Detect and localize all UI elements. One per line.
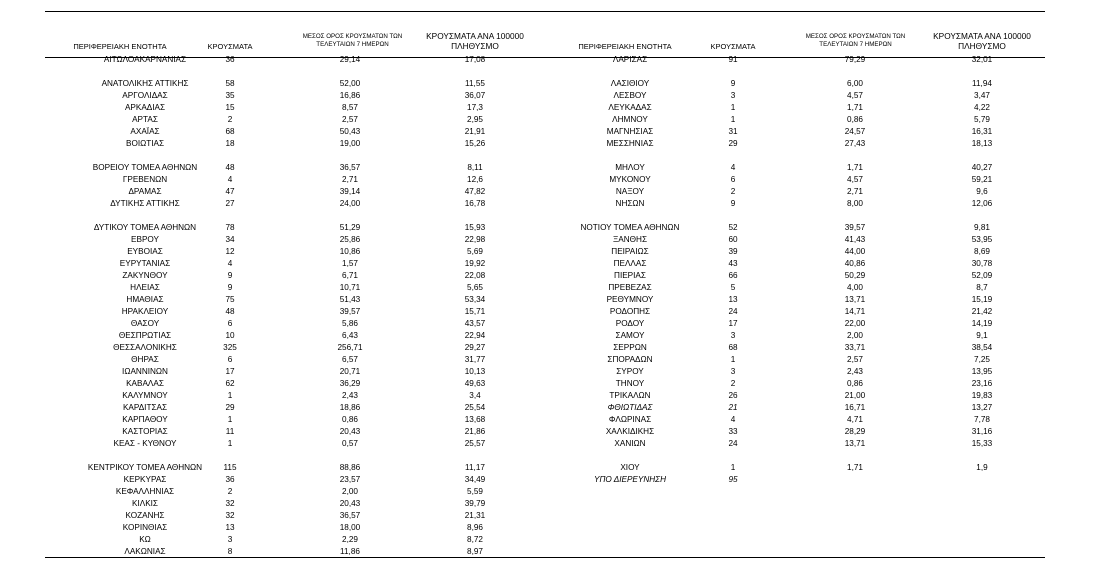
row-cases-cell: 15 [225,102,235,112]
row-per-cell: 49,63 [464,379,486,389]
row-cases-cell: 39 [728,246,738,256]
row-per-cell: 17,3 [467,102,483,112]
row-per-cell: 34,49 [464,475,486,485]
row-avg-cell: 4,00 [847,282,863,292]
row-per-cell: 47,82 [464,186,486,196]
row-avg-cell: 50,43 [339,126,361,136]
row-cases-cell: 32 [225,499,235,509]
row-cases-cell: 1 [227,415,233,425]
row-avg-cell: 27,43 [844,138,866,148]
row-cases-cell: 66 [728,270,738,280]
row-avg-cell: 6,00 [847,78,863,88]
row-name-cell: ΝΗΣΩΝ [615,198,645,208]
header-cases-left: ΚΡΟΥΣΜΑΤΑ [207,42,253,51]
row-per-cell: 17,08 [464,54,486,64]
row-cases-cell: 8 [227,547,233,557]
row-cases-cell: 6 [730,174,736,184]
row-per-cell: 19,83 [971,391,993,401]
header-avg-left-2: ΤΕΛΕΥΤΑΙΩΝ 7 ΗΜΕΡΩΝ [316,41,389,48]
row-avg-cell: 36,29 [339,379,361,389]
row-cases-cell: 4 [227,258,233,268]
row-cases-cell: 325 [223,342,237,352]
row-cases-cell: 2 [227,487,233,497]
row-per-cell: 15,19 [971,294,993,304]
row-per-cell: 31,77 [464,355,486,364]
row-per-cell: 43,57 [464,318,486,328]
row-per-cell: 11,17 [465,463,485,473]
row-per-cell: 12,6 [467,174,483,184]
row-per-cell: 59,21 [971,174,993,184]
row-per-cell: 13,68 [464,415,486,425]
row-name-cell: ΧΑΝΙΩΝ [614,439,646,449]
row-cases-cell: 36 [225,475,235,485]
row-avg-cell: 39,57 [339,306,361,316]
row-avg-cell: 256,71 [337,342,363,352]
row-cases-cell: 78 [225,222,235,232]
top-rule [45,11,1045,12]
row-avg-cell: 16,71 [844,403,866,413]
row-per-cell: 15,26 [464,138,486,148]
row-name-cell: ΚΕΑΣ - ΚΥΘΝΟΥ [113,439,177,449]
row-per-cell: 16,78 [464,198,486,208]
row-name-cell: ΥΠΟ ΔΙΕΡΕΥΝΗΣΗ [594,475,666,485]
row-name-cell: ΚΕΡΚΥΡΑΣ [123,475,167,485]
row-per-cell: 4,22 [974,102,990,112]
row-avg-cell: 24,57 [844,126,866,136]
row-cases-cell: 29 [728,138,738,148]
row-name-cell: ΔΡΑΜΑΣ [128,186,162,196]
row-avg-cell: 2,43 [847,367,863,377]
row-avg-cell: 33,71 [844,342,866,352]
row-cases-cell: 2 [730,379,736,389]
row-cases-cell: 36 [225,54,235,64]
header-region-right: ΠΕΡΙΦΕΡΕΙΑΚΗ ΕΝΟΤΗΤΑ [578,42,672,51]
row-name-cell: ΚΑΛΥΜΝΟΥ [122,391,168,401]
row-avg-cell: 25,86 [339,234,361,244]
row-per-cell: 36,07 [464,90,486,100]
row-avg-cell: 2,57 [847,355,863,364]
row-name-cell: ΣΑΜΟΥ [615,330,645,340]
row-name-cell: ΣΠΟΡΑΔΩΝ [607,355,653,364]
row-cases-cell: 33 [728,427,738,437]
row-per-cell: 38,54 [971,342,993,352]
row-avg-cell: 4,57 [847,174,863,184]
row-avg-cell: 88,86 [339,463,361,473]
row-per-cell: 52,09 [971,270,993,280]
row-cases-cell: 4 [227,174,233,184]
header-region-left: ΠΕΡΙΦΕΡΕΙΑΚΗ ΕΝΟΤΗΤΑ [73,42,167,51]
row-cases-cell: 29 [225,403,235,413]
header-avg-right-1: ΜΕΣΟΣ ΟΡΟΣ ΚΡΟΥΣΜΑΤΩΝ ΤΩΝ [805,33,906,40]
row-name-cell: ΖΑΚΥΝΘΟΥ [122,270,168,280]
row-cases-cell: 24 [728,439,738,449]
row-cases-cell: 4 [730,415,736,425]
row-name-cell: ΠΕΛΛΑΣ [613,258,647,268]
row-avg-cell: 0,86 [847,379,863,389]
row-cases-cell: 3 [730,367,736,377]
row-per-cell: 22,98 [464,234,486,244]
row-name-cell: ΚΟΡΙΝΘΙΑΣ [122,523,168,533]
row-cases-cell: 6 [227,318,233,328]
row-cases-cell: 10 [225,330,235,340]
row-name-cell: ΑΡΓΟΛΙΔΑΣ [122,90,168,100]
row-per-cell: 25,54 [464,403,486,413]
row-avg-cell: 22,00 [844,318,866,328]
header-per-right-2: ΠΛΗΘΥΣΜΟ [958,41,1006,51]
row-per-cell: 39,79 [464,499,486,509]
header-avg-right-2: ΤΕΛΕΥΤΑΙΩΝ 7 ΗΜΕΡΩΝ [819,41,892,48]
row-cases-cell: 26 [728,391,738,401]
row-cases-cell: 48 [225,162,235,172]
row-avg-cell: 14,71 [844,306,866,316]
row-cases-cell: 48 [225,306,235,316]
row-avg-cell: 20,43 [339,499,361,509]
row-name-cell: ΑΧΑΪΑΣ [130,126,160,136]
row-per-cell: 15,93 [464,222,486,232]
row-cases-cell: 47 [225,186,235,196]
row-name-cell: ΠΡΕΒΕΖΑΣ [608,282,652,292]
row-per-cell: 14,19 [971,318,993,328]
row-avg-cell: 36,57 [339,511,361,521]
row-per-cell: 53,34 [464,294,486,304]
row-name-cell: ΚΑΣΤΟΡΙΑΣ [122,427,168,437]
row-per-cell: 7,25 [974,355,990,364]
row-cases-cell: 58 [225,78,235,88]
row-avg-cell: 51,43 [339,294,361,304]
row-avg-cell: 0,57 [342,439,358,449]
row-name-cell: ΑΡΤΑΣ [132,114,158,124]
row-cases-cell: 27 [225,198,235,208]
row-avg-cell: 20,71 [339,367,361,377]
row-avg-cell: 39,57 [844,222,866,232]
row-per-cell: 8,97 [467,547,483,557]
header-per-left-1: ΚΡΟΥΣΜΑΤΑ ΑΝΑ 100000 [426,31,524,41]
row-per-cell: 53,95 [971,234,993,244]
row-name-cell: ΑΙΤΩΛΟΑΚΑΡΝΑΝΙΑΣ [103,54,187,64]
row-avg-cell: 11,86 [340,547,360,557]
row-cases-cell: 62 [225,379,235,389]
row-name-cell: ΧΑΛΚΙΔΙΚΗΣ [605,427,655,437]
row-avg-cell: 10,86 [339,246,361,256]
row-name-cell: ΛΑΚΩΝΙΑΣ [124,547,166,557]
row-name-cell: ΙΩΑΝΝΙΝΩΝ [122,367,168,377]
row-cases-cell: 21 [728,403,738,413]
row-avg-cell: 5,86 [342,318,358,328]
row-per-cell: 13,95 [971,367,993,377]
row-cases-cell: 1 [227,391,233,401]
row-avg-cell: 41,43 [844,234,866,244]
row-cases-cell: 2 [227,114,233,124]
row-cases-cell: 9 [730,78,736,88]
row-cases-cell: 3 [227,535,233,545]
row-cases-cell: 17 [225,367,235,377]
row-avg-cell: 2,43 [342,391,358,401]
row-cases-cell: 3 [730,330,736,340]
row-cases-cell: 18 [225,138,235,148]
row-per-cell: 13,27 [971,403,993,413]
row-cases-cell: 34 [225,234,235,244]
row-cases-cell: 95 [728,475,738,485]
row-avg-cell: 6,57 [342,355,358,364]
row-per-cell: 5,79 [974,114,990,124]
row-per-cell: 3,47 [974,90,990,100]
row-avg-cell: 16,86 [339,90,361,100]
row-name-cell: ΦΛΩΡΙΝΑΣ [608,415,652,425]
row-per-cell: 40,27 [971,162,993,172]
row-avg-cell: 36,57 [339,162,361,172]
row-cases-cell: 52 [728,222,738,232]
row-avg-cell: 6,71 [342,270,358,280]
row-per-cell: 22,08 [464,270,486,280]
row-name-cell: ΡΟΔΟΥ [615,318,645,328]
row-name-cell: ΜΗΛΟΥ [615,162,645,172]
row-cases-cell: 2 [730,186,736,196]
row-name-cell: ΜΕΣΣΗΝΙΑΣ [606,138,654,148]
row-avg-cell: 52,00 [339,78,361,88]
row-name-cell: ΕΒΡΟΥ [131,234,159,244]
row-cases-cell: 1 [730,114,736,124]
row-per-cell: 9,1 [976,330,988,340]
row-avg-cell: 23,57 [339,475,361,485]
row-avg-cell: 44,00 [844,246,866,256]
row-per-cell: 11,55 [465,78,485,88]
row-name-cell: ΚΕΦΑΛΛΗΝΙΑΣ [115,487,175,497]
row-name-cell: ΠΙΕΡΙΑΣ [614,270,646,280]
row-cases-cell: 11 [225,427,235,437]
row-name-cell: ΛΕΣΒΟΥ [613,90,647,100]
row-per-cell: 3,4 [469,391,481,401]
header-cases-right: ΚΡΟΥΣΜΑΤΑ [710,42,756,51]
row-name-cell: ΞΑΝΘΗΣ [612,234,648,244]
row-avg-cell: 19,00 [339,138,361,148]
row-per-cell: 9,6 [976,186,988,196]
row-cases-cell: 115 [223,463,237,473]
row-cases-cell: 13 [225,523,235,533]
row-cases-cell: 68 [225,126,235,136]
row-cases-cell: 60 [728,234,738,244]
row-per-cell: 2,95 [467,114,483,124]
row-avg-cell: 39,14 [339,186,361,196]
row-cases-cell: 24 [728,306,738,316]
row-name-cell: ΧΙΟΥ [620,463,640,473]
row-name-cell: ΚΑΡΔΙΤΣΑΣ [122,403,168,413]
row-name-cell: ΘΕΣΠΡΩΤΙΑΣ [118,330,172,340]
row-avg-cell: 2,00 [847,330,863,340]
row-per-cell: 18,13 [971,138,993,148]
row-per-cell: 16,31 [971,126,993,136]
header-avg-left-1: ΜΕΣΟΣ ΟΡΟΣ ΚΡΟΥΣΜΑΤΩΝ ΤΩΝ [302,33,403,40]
row-per-cell: 19,92 [464,258,486,268]
row-name-cell: ΠΕΙΡΑΙΩΣ [611,246,649,256]
row-name-cell: ΣΕΡΡΩΝ [613,342,647,352]
row-name-cell: ΚΑΒΑΛΑΣ [126,379,164,389]
row-avg-cell: 13,71 [844,439,866,449]
row-avg-cell: 18,86 [339,403,361,413]
row-per-cell: 8,72 [467,535,483,545]
row-name-cell: ΡΕΘΥΜΝΟΥ [606,294,654,304]
row-avg-cell: 2,00 [342,487,358,497]
row-per-cell: 25,57 [464,439,486,449]
row-avg-cell: 1,71 [847,463,863,473]
row-avg-cell: 79,29 [844,54,866,64]
row-name-cell: ΛΕΥΚΑΔΑΣ [608,102,652,112]
row-avg-cell: 1,57 [342,258,358,268]
row-avg-cell: 2,71 [342,174,358,184]
row-per-cell: 22,94 [464,330,486,340]
row-per-cell: 21,91 [464,126,486,136]
row-name-cell: ΔΥΤΙΚΗΣ ΑΤΤΙΚΗΣ [110,198,180,208]
row-cases-cell: 32 [225,511,235,521]
row-per-cell: 12,06 [971,198,993,208]
row-name-cell: ΚΕΝΤΡΙΚΟΥ ΤΟΜΕΑ ΑΘΗΝΩΝ [87,463,203,473]
row-name-cell: ΗΛΕΙΑΣ [130,282,160,292]
row-per-cell: 21,42 [971,306,993,316]
row-cases-cell: 43 [728,258,738,268]
row-per-cell: 15,71 [464,306,486,316]
row-cases-cell: 31 [728,126,738,136]
row-name-cell: ΚΩ [139,535,151,545]
row-cases-cell: 1 [730,102,736,112]
row-cases-cell: 1 [227,439,233,449]
row-name-cell: ΛΑΣΙΘΙΟΥ [610,78,650,88]
row-per-cell: 8,11 [467,162,483,172]
row-name-cell: ΣΥΡΟΥ [616,367,644,377]
row-cases-cell: 4 [730,162,736,172]
row-avg-cell: 28,29 [844,427,866,437]
row-name-cell: ΜΥΚΟΝΟΥ [609,174,651,184]
row-per-cell: 7,78 [974,415,990,425]
row-name-cell: ΜΑΓΝΗΣΙΑΣ [606,126,654,136]
row-cases-cell: 13 [728,294,738,304]
row-cases-cell: 35 [225,90,235,100]
row-per-cell: 32,01 [971,54,993,64]
row-avg-cell: 1,71 [847,162,863,172]
row-per-cell: 23,16 [971,379,993,389]
row-cases-cell: 9 [227,282,233,292]
row-name-cell: ΝΑΞΟΥ [615,186,645,196]
row-cases-cell: 3 [730,90,736,100]
row-name-cell: ΘΕΣΣΑΛΟΝΙΚΗΣ [113,342,177,352]
row-per-cell: 8,96 [467,523,483,533]
row-per-cell: 8,7 [976,282,988,292]
row-cases-cell: 1 [730,463,736,473]
row-avg-cell: 0,86 [847,114,863,124]
row-per-cell: 30,78 [971,258,993,268]
row-avg-cell: 4,57 [847,90,863,100]
row-per-cell: 1,9 [976,463,988,473]
row-name-cell: ΝΟΤΙΟΥ ΤΟΜΕΑ ΑΘΗΝΩΝ [580,222,680,232]
header-per-left-2: ΠΛΗΘΥΣΜΟ [451,41,499,51]
row-per-cell: 8,69 [974,246,990,256]
row-avg-cell: 51,29 [339,222,361,232]
row-cases-cell: 17 [728,318,738,328]
row-avg-cell: 40,86 [844,258,866,268]
row-avg-cell: 2,57 [342,114,358,124]
row-cases-cell: 1 [730,355,736,364]
row-name-cell: ΕΥΡΥΤΑΝΙΑΣ [119,258,171,268]
row-avg-cell: 29,14 [339,54,361,64]
row-avg-cell: 6,43 [342,330,358,340]
row-cases-cell: 9 [730,198,736,208]
row-name-cell: ΚΙΛΚΙΣ [131,499,158,509]
row-cases-cell: 6 [227,355,233,364]
row-avg-cell: 0,86 [342,415,358,425]
row-name-cell: ΗΜΑΘΙΑΣ [126,294,164,304]
row-cases-cell: 91 [728,54,738,64]
row-per-cell: 31,16 [971,427,993,437]
row-name-cell: ΤΡΙΚΑΛΩΝ [609,391,651,401]
row-per-cell: 29,27 [464,342,486,352]
row-name-cell: ΑΝΑΤΟΛΙΚΗΣ ΑΤΤΙΚΗΣ [101,78,189,88]
row-avg-cell: 21,00 [844,391,866,401]
row-name-cell: ΡΟΔΟΠΗΣ [609,306,651,316]
row-cases-cell: 75 [225,294,235,304]
row-avg-cell: 13,71 [844,294,866,304]
row-avg-cell: 1,71 [847,102,863,112]
row-cases-cell: 9 [227,270,233,280]
row-name-cell: ΔΥΤΙΚΟΥ ΤΟΜΕΑ ΑΘΗΝΩΝ [93,222,197,232]
row-name-cell: ΒΟΙΩΤΙΑΣ [125,138,165,148]
row-per-cell: 15,33 [971,439,993,449]
row-name-cell: ΑΡΚΑΔΙΑΣ [124,102,166,112]
row-name-cell: ΛΑΡΙΣΑΣ [612,54,648,64]
row-per-cell: 5,69 [467,246,483,256]
row-avg-cell: 18,00 [339,523,361,533]
row-per-cell: 11,94 [972,78,992,88]
row-per-cell: 5,65 [467,282,483,292]
row-per-cell: 21,86 [464,427,486,437]
header-per-right-1: ΚΡΟΥΣΜΑΤΑ ΑΝΑ 100000 [933,31,1031,41]
row-avg-cell: 2,71 [847,186,863,196]
row-name-cell: ΘΗΡΑΣ [131,355,159,364]
row-name-cell: ΦΘΙΩΤΙΔΑΣ [607,403,653,413]
row-name-cell: ΚΑΡΠΑΘΟΥ [122,415,168,425]
row-avg-cell: 8,57 [342,102,358,112]
row-name-cell: ΓΡΕΒΕΝΩΝ [122,174,168,184]
row-avg-cell: 2,29 [342,535,358,545]
row-name-cell: ΕΥΒΟΙΑΣ [127,246,163,256]
row-name-cell: ΤΗΝΟΥ [615,379,645,389]
row-per-cell: 5,59 [467,487,483,497]
row-name-cell: ΘΑΣΟΥ [130,318,160,328]
row-per-cell: 21,31 [464,511,486,521]
row-cases-cell: 12 [225,246,235,256]
row-name-cell: ΗΡΑΚΛΕΙΟΥ [121,306,169,316]
row-per-cell: 10,13 [464,367,486,377]
row-avg-cell: 20,43 [339,427,361,437]
row-cases-cell: 5 [730,282,736,292]
row-avg-cell: 24,00 [339,198,361,208]
row-per-cell: 9,81 [974,222,990,232]
row-name-cell: ΚΟΖΑΝΗΣ [125,511,165,521]
row-avg-cell: 10,71 [339,282,361,292]
row-cases-cell: 68 [728,342,738,352]
row-avg-cell: 50,29 [844,270,866,280]
row-avg-cell: 4,71 [847,415,863,425]
row-name-cell: ΒΟΡΕΙΟΥ ΤΟΜΕΑ ΑΘΗΝΩΝ [92,162,198,172]
row-name-cell: ΛΗΜΝΟΥ [612,114,648,124]
row-avg-cell: 8,00 [847,198,863,208]
